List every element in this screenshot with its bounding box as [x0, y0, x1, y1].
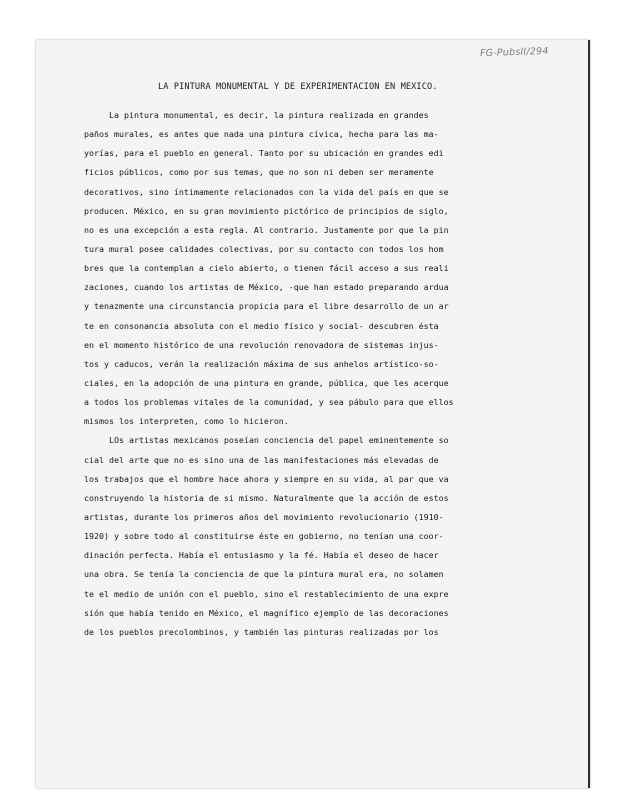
text-line: artistas, durante los primeros años del movimiento revolucionario (1910-	[84, 511, 444, 522]
text-line: construyendo la historia de si mismo. Naturalmente que la acción de estos	[84, 492, 449, 503]
text-line: paños murales, es antes que nada una pintura cívica, hecha para las ma-	[84, 129, 439, 140]
handwritten-archive-annotation: FG-PubsII/294	[479, 45, 549, 60]
body-text	[84, 106, 564, 642]
text-line: yorías, para el pueblo en general. Tanto por su ubicación en grandes edi	[84, 148, 444, 159]
text-line: te el medio de unión con el pueblo, sino el restablecimiento de una expre	[84, 588, 449, 599]
text-line: ciales, en la adopción de una pintura en grande, pública, que les acerque	[84, 377, 449, 388]
text-line: LOs artistas mexicanos poseían conciencia del papel eminentemente so	[84, 435, 449, 446]
text-line: cial del arte que no es sino una de las manifestaciones más elevadas de	[84, 454, 439, 465]
text-line: tos y caducos, verán la realización máxima de sus anhelos artístico-so-	[84, 358, 439, 369]
text-line: sión que había tenido en México, el magnífico ejemplo de las decoraciones	[84, 607, 449, 618]
text-line: ficios públicos, como por sus temas, que no son ni deben ser meramente	[84, 167, 434, 178]
text-line: en el momento histórico de una revolución renovadora de sistemas injus-	[84, 339, 439, 350]
text-line: zaciones, cuando los artistas de México, -que han estado preparando ardua	[84, 282, 449, 293]
text-line: La pintura monumental, es decir, la pintura realizada en grandes	[84, 110, 429, 120]
text-line: y tenazmente una circunstancia propicia para el libre desarrollo de un ar	[84, 301, 449, 312]
text-line: mismos los interpreten, como lo hicieron.	[84, 416, 289, 427]
text-line: una obra. Se tenía la conciencia de que la pintura mural era, no solamen	[84, 569, 444, 580]
text-line: no es una excepción a esta regla. Al contrario. Justamente por que la pin	[84, 224, 449, 235]
text-line: 1920) y sobre todo al constituirse éste en gobierno, no tenían una coor-	[84, 531, 444, 542]
text-line: te en consonancia absoluta con el medio físico y social- descubren ésta	[84, 320, 439, 331]
text-line: dinación perfecta. Había el entusiasmo y la fé. Había el deseo de hacer	[84, 550, 439, 561]
text-line: decorativos, sino íntimamente relacionados con la vida del país en que se	[84, 186, 449, 197]
text-line: los trabajos que el hombre hace ahora y siempre en su vida, al par que va	[84, 473, 449, 484]
text-line: producen. México, en su gran movimiento pictórico de principios de siglo,	[84, 205, 449, 216]
text-line: de los pueblos precolombinos, y también las pinturas realizadas por los	[84, 626, 439, 637]
text-line: a todos los problemas vitales de la comunidad, y sea pábulo para que ellos	[84, 397, 454, 408]
text-line: bres que la contemplan a cielo abierto, o tienen fácil acceso a sus reali	[84, 263, 449, 274]
text-line: tura mural posee calidades colectivas, por su contacto con todos los hom	[84, 243, 444, 254]
document-title: LA PINTURA MONUMENTAL Y DE EXPERIMENTACION EN MEXICO.	[158, 82, 438, 92]
